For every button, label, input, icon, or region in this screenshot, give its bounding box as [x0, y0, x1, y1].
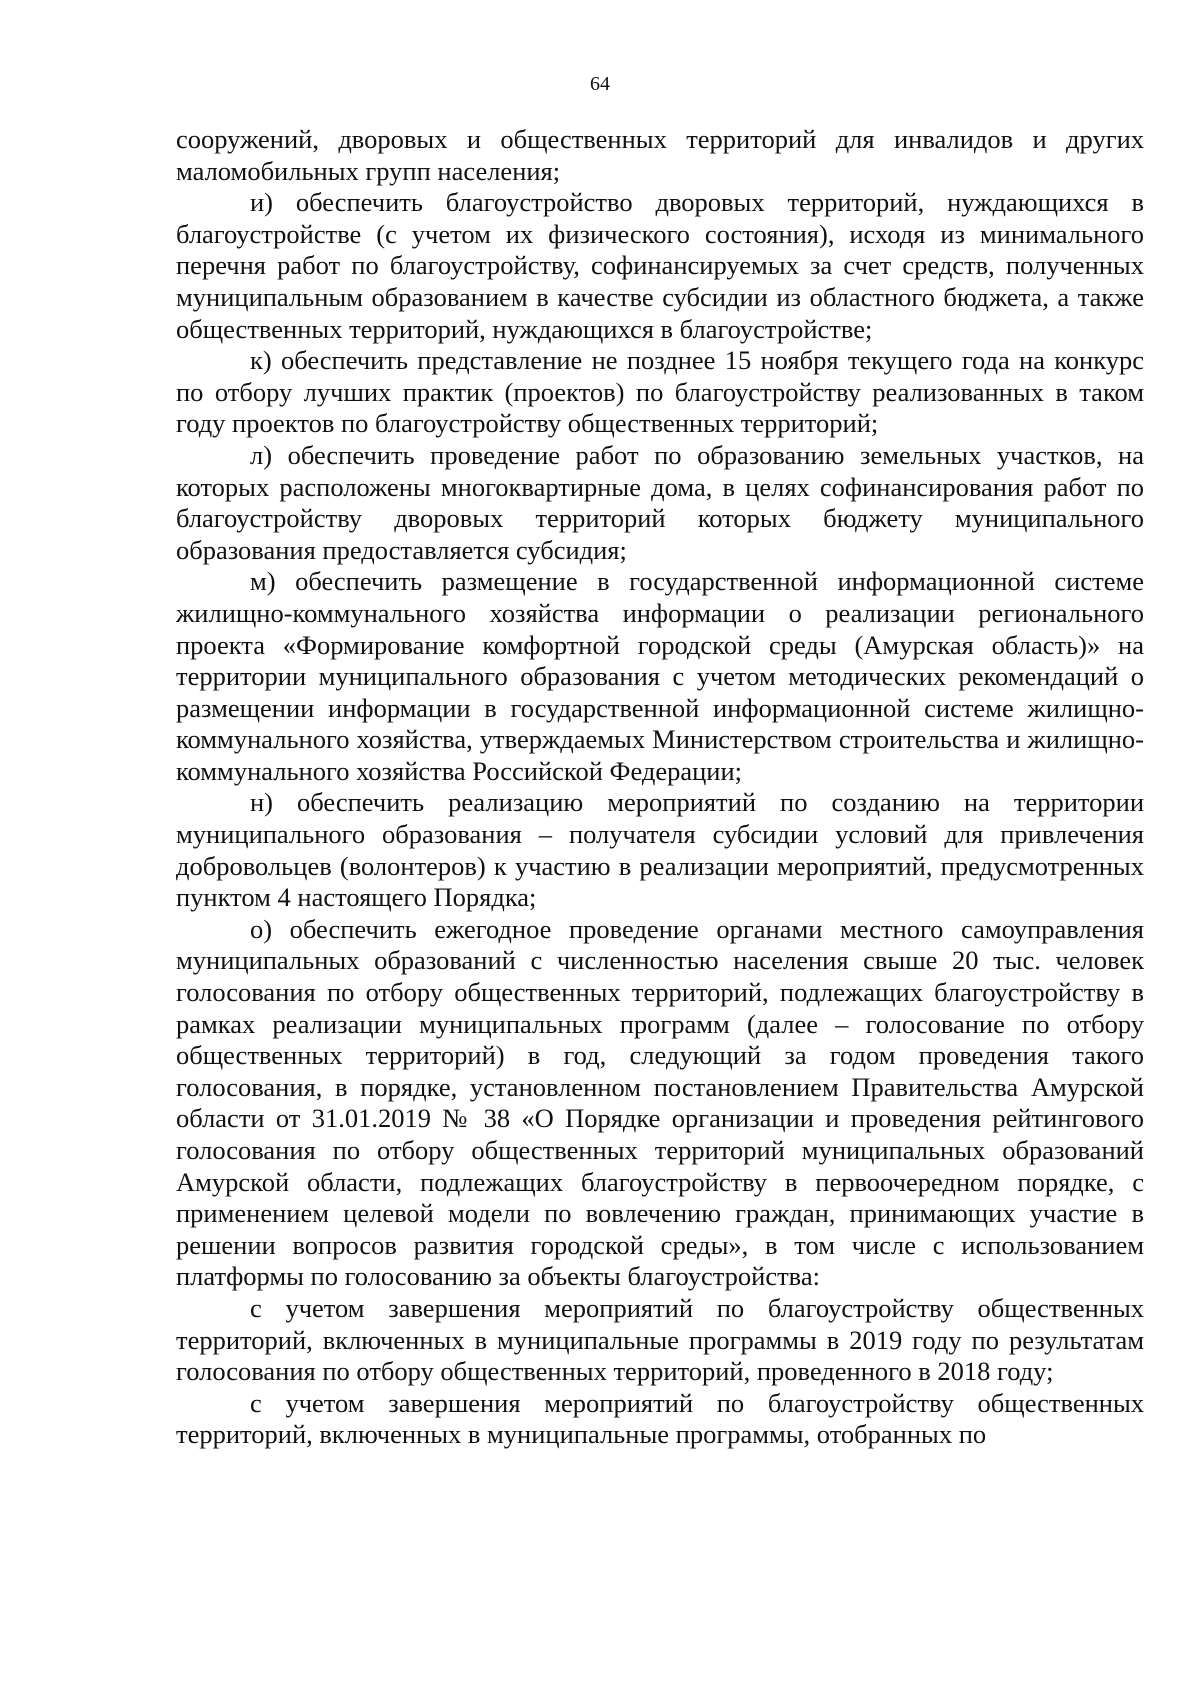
document-body	[176, 124, 1144, 1451]
paragraph-item-m: м) обеспечить размещение в государственной информационной системе жилищно-коммунального хозяйства информации о реализации регионального проекта «Формирование комфортной городской среды (Амурская область)» на территории муниципального образования с учетом методических рекомендаций о размещении информации в государственной информационной системе жилищно-коммунального хозяйства, утверждаемых Министерством строительства и жилищно-коммунального хозяйства Российской Федерации;	[176, 566, 1144, 786]
paragraph-subitem-2: с учетом завершения мероприятий по благоустройству общественных территорий, включенных в муниципальные программы, отобранных по	[176, 1387, 1144, 1450]
paragraph-continuation: сооружений, дворовых и общественных территорий для инвалидов и других маломобильных групп населения;	[176, 124, 1144, 186]
paragraph-subitem-1: с учетом завершения мероприятий по благоустройству общественных территорий, включенных в муниципальные программы в 2019 году по результатам голосования по отбору общественных территорий, проведенного в 2018 году;	[176, 1292, 1144, 1387]
paragraph-item-l: л) обеспечить проведение работ по образованию земельных участков, на которых расположены многоквартирные дома, в целях софинансирования работ по благоустройству дворовых территорий которых бюджету муниципального образования предоставляется субсидия;	[176, 439, 1144, 565]
paragraph-item-i: и) обеспечить благоустройство дворовых территорий, нуждающихся в благоустройстве (с учетом их физического состояния), исходя из минимального перечня работ по благоустройству, софинансируемых за счет средств, полученных муниципальным образованием в качестве субсидии из областного бюджета, а также общественных территорий, нуждающихся в благоустройстве;	[176, 187, 1144, 344]
paragraph-item-n: н) обеспечить реализацию мероприятий по созданию на территории муниципального образования – получателя субсидии условий для привлечения добровольцев (волонтеров) к участию в реализации мероприятий, предусмотренных пунктом 4 настоящего Порядка;	[176, 787, 1144, 913]
paragraph-item-o: о) обеспечить ежегодное проведение органами местного самоуправления муниципальных образований с численностью населения свыше 20 тыс. человек голосования по отбору общественных территорий, подлежащих благоустройству в рамках реализации муниципальных программ (далее – голосование по отбору общественных территорий) в год, следующий за годом проведения такого голосования, в порядке, установленном постановлением Правительства Амурской области от 31.01.2019 № 38 «О Порядке организации и проведения рейтингового голосования по отбору общественных территорий муниципальных образований Амурской области, подлежащих благоустройству в первоочередном порядке, с применением целевой модели по вовлечению граждан, принимающих участие в решении вопросов развития городской среды», в том числе с использованием платформы по голосованию за объекты благоустройства:	[176, 913, 1144, 1292]
paragraph-item-k: к) обеспечить представление не позднее 15 ноября текущего года на конкурс по отбору лучших практик (проектов) по благоустройству реализованных в таком году проектов по благоустройству общественных территорий;	[176, 345, 1144, 439]
page-number: 64	[590, 73, 610, 95]
